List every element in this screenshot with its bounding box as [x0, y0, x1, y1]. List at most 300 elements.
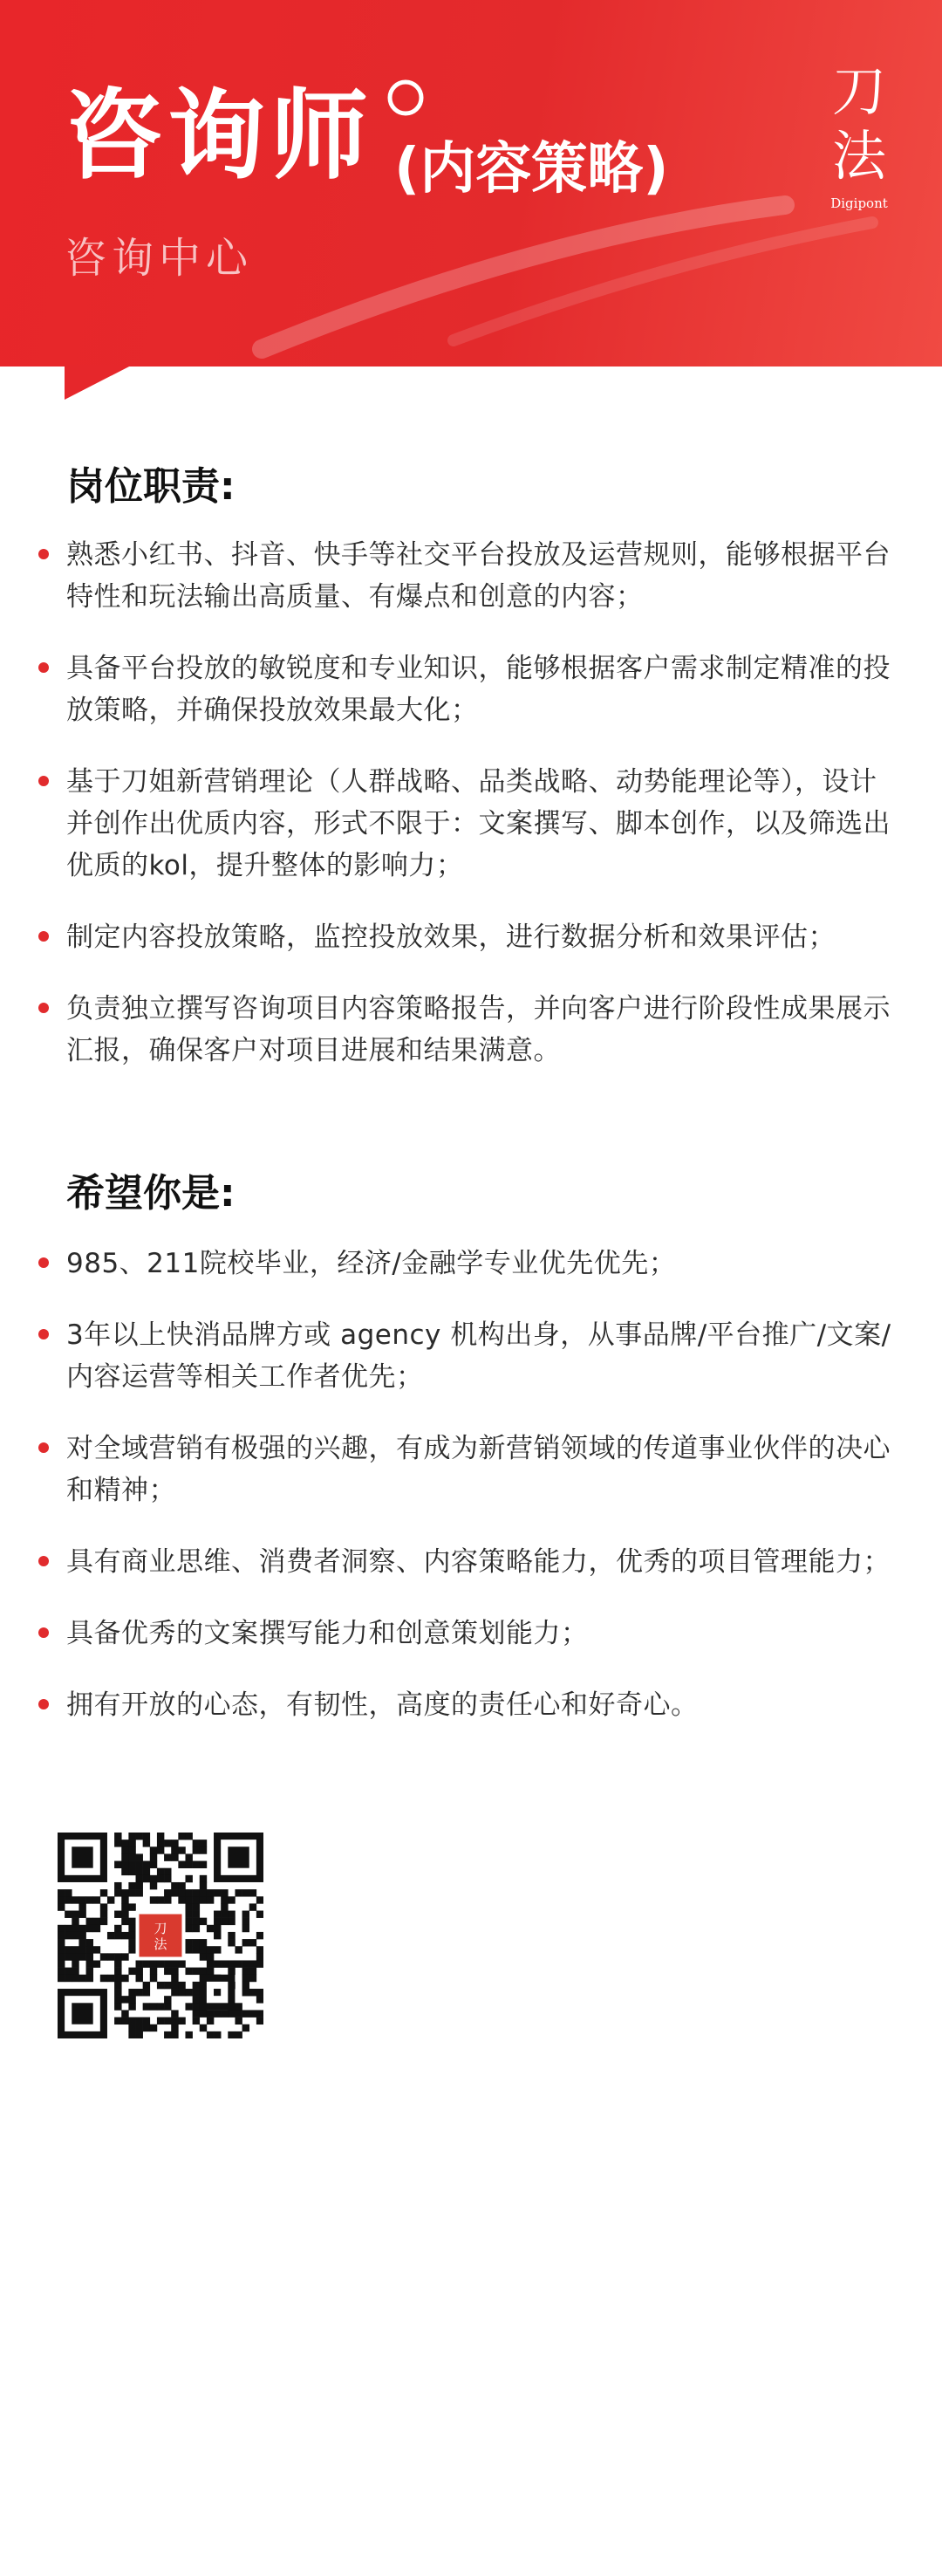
qr-module — [193, 2018, 200, 2024]
qr-module — [200, 1889, 207, 1896]
qr-module — [143, 1868, 150, 1875]
qr-module — [221, 1889, 228, 1896]
qr-module — [78, 1911, 85, 1918]
qr-module — [157, 2003, 164, 2010]
list-item — [0, 1541, 942, 1583]
qr-module — [235, 2010, 242, 2017]
page-title: 咨询师 — [65, 79, 373, 193]
qr-module — [150, 1968, 157, 1975]
qr-module — [242, 1925, 249, 1932]
qr-module — [143, 1875, 150, 1882]
qr-module — [178, 1960, 185, 1967]
qr-module — [157, 1875, 164, 1882]
qr-module — [228, 1939, 235, 1946]
qr-module — [121, 1868, 128, 1875]
list-item — [0, 1243, 942, 1285]
qr-module — [200, 1968, 207, 1975]
qr-module — [128, 1868, 135, 1875]
qr-module — [65, 1953, 72, 1960]
qr-module — [207, 1960, 214, 1967]
qr-module — [86, 1960, 93, 1967]
qr-module — [128, 1918, 135, 1925]
qr-module — [214, 1925, 221, 1932]
bullet-icon — [38, 1699, 49, 1709]
qr-module — [200, 1846, 207, 1853]
list-item — [0, 1314, 942, 1398]
qr-module — [207, 1889, 214, 1896]
qr-module — [121, 2010, 128, 2017]
brand-char-2: 法 — [831, 124, 886, 188]
qr-module — [256, 1946, 263, 1953]
qr-module — [214, 1960, 221, 1967]
qr-module — [58, 1925, 65, 1932]
qr-module — [221, 1903, 228, 1910]
qr-module — [171, 1840, 178, 1846]
qr-module — [150, 1853, 157, 1860]
qr-module — [150, 1861, 157, 1868]
qr-module — [65, 1889, 72, 1896]
qr-module — [200, 1882, 207, 1889]
qr-module — [58, 1975, 65, 1982]
page-subtitle: (内容策略) — [394, 137, 669, 202]
qr-module — [128, 1903, 135, 1910]
qr-module — [171, 1846, 178, 1853]
qr-module — [185, 1833, 192, 1840]
qr-module — [128, 2003, 135, 2010]
qr-module — [72, 1946, 78, 1953]
qr-module — [107, 1953, 114, 1960]
qr-module — [114, 2003, 121, 2010]
qr-module — [214, 2010, 221, 2017]
qr-module — [242, 1989, 249, 1996]
qr-module — [143, 2003, 150, 2010]
section-title-requirements: 希望你是: — [66, 1171, 236, 1216]
qr-module — [78, 1896, 85, 1903]
list-item-text: 对全域营销有极强的兴趣，有成为新营销领域的传道事业伙伴的决心和精神； — [66, 1433, 891, 1506]
qr-module — [93, 1925, 100, 1932]
qr-module — [78, 1939, 85, 1946]
qr-module — [228, 1918, 235, 1925]
qr-module — [193, 1846, 200, 1853]
qr-logo-char-1: 刀 — [154, 1921, 167, 1936]
qr-module — [178, 1889, 185, 1896]
qr-module — [193, 1861, 200, 1868]
qr-module — [58, 1903, 65, 1910]
brand-char-1: 刀 — [831, 59, 886, 123]
qr-module — [100, 1911, 107, 1918]
qr-module — [128, 2018, 135, 2024]
qr-module — [200, 1840, 207, 1846]
qr-module — [249, 1889, 256, 1896]
qr-module — [185, 1925, 192, 1932]
qr-module — [136, 2018, 143, 2024]
qr-module — [207, 1925, 214, 1932]
qr-module — [228, 2010, 235, 2017]
bullet-icon — [38, 1627, 49, 1638]
list-item — [0, 1613, 942, 1655]
qr-module — [72, 1968, 78, 1975]
qr-module — [150, 1975, 157, 1982]
qr-module — [171, 1989, 178, 1996]
qr-module — [200, 1918, 207, 1925]
qr-module — [193, 1968, 200, 1975]
list-item — [0, 761, 942, 887]
qr-module — [65, 1975, 72, 1982]
qr-module — [121, 2018, 128, 2024]
qr-module — [171, 1968, 178, 1975]
qr-module — [86, 1925, 93, 1932]
qr-module — [256, 1989, 263, 1996]
qr-module — [100, 1975, 107, 1982]
qr-module — [228, 1932, 235, 1939]
brand-english: Digipont — [830, 195, 888, 211]
qr-module — [136, 2031, 143, 2038]
qr-module — [214, 2031, 221, 2038]
list-item — [0, 1684, 942, 1726]
qr-module — [72, 1960, 78, 1967]
banner-tail — [65, 365, 133, 400]
qr-module — [178, 1989, 185, 1996]
list-item — [0, 916, 942, 958]
qr-module — [164, 1875, 171, 1882]
bullet-icon — [38, 776, 49, 786]
qr-code — [58, 1833, 263, 2038]
qr-module — [65, 1896, 72, 1903]
qr-module — [200, 2024, 207, 2031]
qr-module — [235, 2031, 242, 2038]
qr-module — [121, 1853, 128, 1860]
qr-module — [242, 1918, 249, 1925]
qr-module — [86, 1896, 93, 1903]
qr-module — [242, 2024, 249, 2031]
qr-module — [114, 1833, 121, 1840]
qr-module — [193, 1896, 200, 1903]
qr-module — [114, 2018, 121, 2024]
qr-module — [193, 1946, 200, 1953]
qr-module — [256, 1953, 263, 1960]
qr-module — [256, 2018, 263, 2024]
qr-module — [242, 1960, 249, 1967]
qr-module — [185, 1875, 192, 1882]
qr-module — [256, 1932, 263, 1939]
qr-module — [207, 1968, 214, 1975]
qr-module — [136, 1875, 143, 1882]
qr-module — [128, 1925, 135, 1932]
qr-module — [164, 1996, 171, 2003]
qr-module — [58, 1960, 65, 1967]
qr-module — [121, 1889, 128, 1896]
qr-module — [185, 1989, 192, 1996]
qr-module — [193, 1939, 200, 1946]
qr-module — [72, 1918, 78, 1925]
qr-module — [171, 2024, 178, 2031]
qr-module — [150, 2024, 157, 2031]
qr-module — [128, 1833, 135, 1840]
qr-module — [242, 1939, 249, 1946]
qr-module — [78, 1925, 85, 1932]
qr-module — [221, 1918, 228, 1925]
list-item — [0, 988, 942, 1072]
qr-module — [193, 2010, 200, 2017]
qr-module — [164, 1968, 171, 1975]
requirements-list — [0, 1243, 942, 1756]
qr-module — [157, 1982, 164, 1989]
list-item-text: 3年以上快消品牌方或 agency 机构出身，从事品牌/平台推广/文案/内容运营等相关工作者优先； — [66, 1319, 891, 1393]
qr-module — [207, 1946, 214, 1953]
qr-module — [86, 1968, 93, 1975]
qr-module — [242, 1975, 249, 1982]
qr-module — [207, 2018, 214, 2024]
qr-module — [228, 2031, 235, 2038]
qr-module — [58, 1889, 65, 1896]
qr-module — [65, 1932, 72, 1939]
qr-module — [235, 2018, 242, 2024]
qr-module — [242, 1968, 249, 1975]
qr-module — [242, 1982, 249, 1989]
qr-module — [256, 1911, 263, 1918]
bullet-icon — [38, 549, 49, 559]
list-item-text: 基于刀姐新营销理论（人群战略、品类战略、动势能理论等），设计并创作出优质内容，形式不限于：文案撰写、脚本创作，以及筛选出优质的kol，提升整体的影响力； — [66, 766, 891, 881]
qr-module — [221, 2010, 228, 2017]
qr-module — [185, 1853, 192, 1860]
qr-module — [200, 2010, 207, 2017]
qr-module — [136, 1975, 143, 1982]
qr-module — [157, 1846, 164, 1853]
qr-module — [93, 1918, 100, 1925]
list-item-text: 具备优秀的文案撰写能力和创意策划能力； — [66, 1618, 589, 1649]
qr-module — [114, 1861, 121, 1868]
qr-module — [86, 1946, 93, 1953]
qr-module — [249, 1903, 256, 1910]
qr-module — [193, 1889, 200, 1896]
qr-module — [114, 1889, 121, 1896]
qr-module — [128, 1889, 135, 1896]
qr-module — [235, 1960, 242, 1967]
qr-module — [86, 1918, 93, 1925]
bullet-icon — [38, 1556, 49, 1566]
qr-module — [128, 1840, 135, 1846]
qr-module — [193, 1982, 200, 1989]
qr-module — [249, 1968, 256, 1975]
qr-module — [72, 1925, 78, 1932]
qr-module — [235, 1946, 242, 1953]
list-item-text: 制定内容投放策略，监控投放效果，进行数据分析和效果评估； — [66, 921, 836, 953]
qr-module — [221, 1911, 228, 1918]
qr-module — [185, 1889, 192, 1896]
qr-module — [107, 1975, 114, 1982]
qr-module — [58, 1968, 65, 1975]
bullet-icon — [38, 1329, 49, 1339]
list-item — [0, 1428, 942, 1511]
qr-module — [114, 1953, 121, 1960]
qr-module — [114, 1925, 121, 1932]
qr-module — [164, 2018, 171, 2024]
qr-module — [185, 1903, 192, 1910]
qr-module — [157, 2018, 164, 2024]
qr-module — [185, 2031, 192, 2038]
qr-module — [121, 1975, 128, 1982]
qr-logo-char-2: 法 — [154, 1936, 167, 1952]
bullet-icon — [38, 1003, 49, 1013]
qr-module — [178, 1896, 185, 1903]
qr-module — [235, 1889, 242, 1896]
qr-module — [256, 1996, 263, 2003]
qr-module — [121, 1903, 128, 1910]
qr-module — [136, 1989, 143, 1996]
qr-module — [178, 1882, 185, 1889]
qr-module — [157, 1896, 164, 1903]
qr-module — [100, 1889, 107, 1896]
qr-module — [121, 1846, 128, 1853]
qr-module — [143, 2018, 150, 2024]
qr-module — [185, 1968, 192, 1975]
qr-module — [164, 1982, 171, 1989]
qr-module — [114, 1932, 121, 1939]
qr-module — [200, 1953, 207, 1960]
qr-module — [185, 1918, 192, 1925]
qr-module — [171, 1982, 178, 1989]
qr-module — [242, 1911, 249, 1918]
qr-module — [86, 1953, 93, 1960]
qr-module — [128, 1939, 135, 1946]
qr-module — [93, 1896, 100, 1903]
qr-module — [58, 1932, 65, 1939]
qr-module — [150, 1960, 157, 1967]
list-item-text: 具备平台投放的敏锐度和专业知识，能够根据客户需求制定精准的投放策略，并确保投放效果最大化； — [66, 653, 891, 726]
qr-module — [150, 1875, 157, 1882]
qr-module — [193, 2003, 200, 2010]
qr-module — [136, 1853, 143, 1860]
qr-module — [78, 1932, 85, 1939]
qr-module — [128, 1932, 135, 1939]
qr-module — [128, 1989, 135, 1996]
qr-module — [65, 1911, 72, 1918]
qr-module — [193, 1989, 200, 1996]
qr-module — [193, 1903, 200, 1910]
qr-module — [164, 1853, 171, 1860]
list-item-text: 负责独立撰写咨询项目内容策略报告，并向客户进行阶段性成果展示汇报，确保客户对项目进展和结果满意。 — [66, 993, 891, 1066]
list-item-text: 985、211院校毕业，经济/金融学专业优先优先； — [66, 1248, 677, 1279]
qr-module — [207, 1953, 214, 1960]
qr-module — [214, 1911, 221, 1918]
qr-module — [128, 1853, 135, 1860]
list-item — [0, 647, 942, 731]
qr-module — [200, 1875, 207, 1882]
qr-module — [193, 1918, 200, 1925]
qr-module — [150, 1882, 157, 1889]
qr-module — [171, 2018, 178, 2024]
qr-module — [136, 1882, 143, 1889]
qr-module — [143, 2024, 150, 2031]
bullet-icon — [38, 1257, 49, 1268]
bullet-icon — [38, 931, 49, 942]
qr-module — [78, 1953, 85, 1960]
qr-module — [58, 1939, 65, 1946]
qr-module — [235, 2003, 242, 2010]
header-banner — [0, 0, 942, 367]
list-item-text: 具有商业思维、消费者洞察、内容策略能力，优秀的项目管理能力； — [66, 1546, 891, 1578]
qr-module — [178, 1982, 185, 1989]
qr-module — [121, 1932, 128, 1939]
qr-module — [121, 1996, 128, 2003]
qr-module — [86, 1939, 93, 1946]
qr-module — [65, 1946, 72, 1953]
qr-module — [136, 1868, 143, 1875]
qr-module — [178, 2018, 185, 2024]
department-label: 咨询中心 — [65, 234, 254, 283]
qr-module — [157, 1960, 164, 1967]
ring-icon — [390, 82, 421, 113]
qr-module — [207, 2031, 214, 2038]
qr-module — [72, 1953, 78, 1960]
qr-module — [164, 2003, 171, 2010]
qr-module — [136, 1960, 143, 1967]
qr-module — [128, 1861, 135, 1868]
qr-module — [128, 1996, 135, 2003]
qr-module — [164, 2031, 171, 2038]
qr-module — [107, 1932, 114, 1939]
qr-module — [228, 1968, 235, 1975]
qr-module — [221, 1960, 228, 1967]
qr-module — [185, 1911, 192, 1918]
qr-module — [114, 1989, 121, 1996]
qr-module — [114, 1882, 121, 1889]
list-item-text: 熟悉小红书、抖音、快手等社交平台投放及运营规则，能够根据平台特性和玩法输出高质量、有爆点和创意的内容； — [66, 539, 891, 613]
qr-module — [193, 1996, 200, 2003]
qr-module — [164, 1960, 171, 1967]
qr-module — [128, 2031, 135, 2038]
qr-module — [100, 1903, 107, 1910]
brand-logo — [824, 59, 894, 211]
qr-module — [242, 1889, 249, 1896]
qr-module — [256, 2010, 263, 2017]
qr-module — [221, 1896, 228, 1903]
qr-module — [214, 1932, 221, 1939]
qr-module — [150, 1846, 157, 1853]
qr-module — [143, 1960, 150, 1967]
qr-module — [143, 1840, 150, 1846]
qr-module — [207, 1896, 214, 1903]
qr-module — [100, 1918, 107, 1925]
qr-module — [164, 1840, 171, 1846]
responsibilities-list — [0, 534, 942, 1101]
qr-module — [72, 1911, 78, 1918]
qr-module — [200, 1946, 207, 1953]
qr-module — [114, 1968, 121, 1975]
qr-module — [228, 1896, 235, 1903]
qr-module — [72, 1932, 78, 1939]
qr-module — [150, 1896, 157, 1903]
qr-module — [143, 1989, 150, 1996]
qr-module — [157, 1840, 164, 1846]
qr-module — [185, 1939, 192, 1946]
qr-module — [164, 1896, 171, 1903]
qr-module — [128, 2024, 135, 2031]
qr-module — [136, 1833, 143, 1840]
qr-module — [114, 1996, 121, 2003]
qr-module — [228, 1911, 235, 1918]
qr-module — [72, 1975, 78, 1982]
qr-module — [164, 1868, 171, 1875]
qr-module — [214, 1918, 221, 1925]
qr-module — [185, 2003, 192, 2010]
qr-module — [178, 1833, 185, 1840]
qr-module — [128, 1882, 135, 1889]
qr-module — [114, 1975, 121, 1982]
qr-module — [58, 1896, 65, 1903]
qr-module — [58, 1953, 65, 1960]
qr-module — [86, 1975, 93, 1982]
